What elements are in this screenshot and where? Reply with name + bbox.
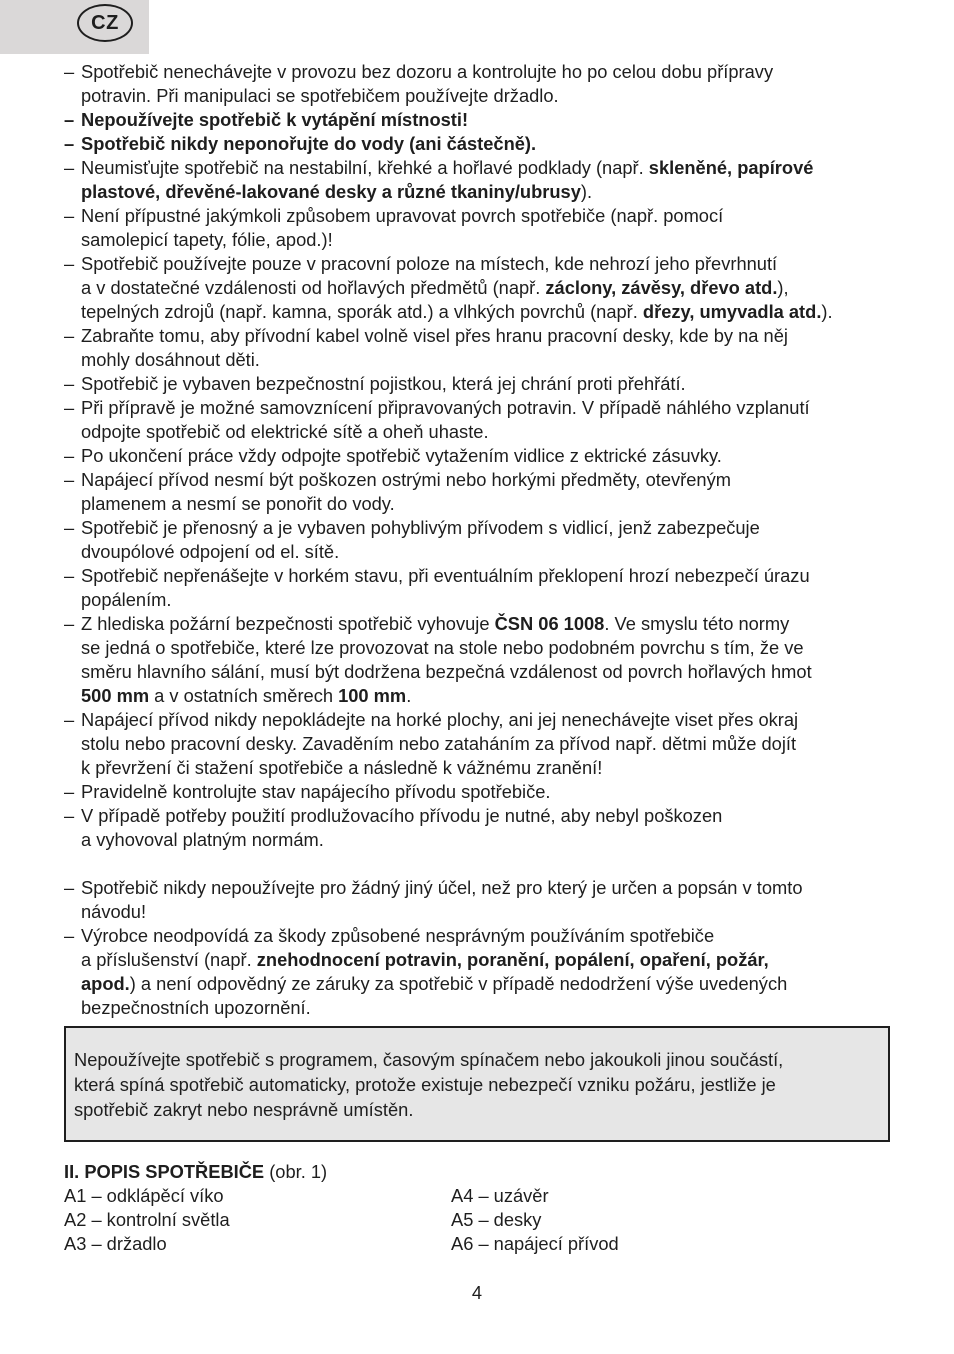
- instruction-line: [81, 156, 908, 180]
- safety-instruction-item: [64, 780, 908, 804]
- instruction-line: [81, 996, 908, 1020]
- instruction-line: [81, 180, 908, 204]
- list-dash: –: [64, 253, 75, 274]
- part-item: A2 – kontrolní světla: [64, 1209, 230, 1230]
- emphasized-text: záclony, závěsy, dřevo atd.: [545, 277, 778, 298]
- instruction-line: [81, 660, 908, 684]
- emphasized-text: znehodnocení potravin, poranění, popálení, opaření, požár,: [256, 949, 769, 970]
- list-dash: –: [64, 133, 75, 154]
- language-badge: CZ: [77, 4, 133, 42]
- instruction-text: a v ostatních směrech: [149, 685, 339, 706]
- instruction-line: [81, 204, 908, 228]
- instruction-line: [81, 876, 908, 900]
- instruction-line: [81, 348, 908, 372]
- instruction-text: Napájecí přívod nesmí být poškozen ostrými nebo horkými předměty, otevřeným: [81, 469, 731, 490]
- instruction-text: dvoupólové odpojení od el. sítě.: [81, 541, 340, 562]
- instruction-line: [81, 684, 908, 708]
- instruction-line: [81, 756, 908, 780]
- safety-instructions-list: [64, 60, 908, 1020]
- warning-line: spotřebič zakryt nebo nesprávně umístěn.: [74, 1099, 414, 1120]
- instruction-text: ) a není odpovědný ze záruky za spotřebič v případě nedodržení výše uvedených: [129, 973, 788, 994]
- list-dash: –: [64, 781, 75, 802]
- instruction-line: [81, 900, 908, 924]
- instruction-text: plamenem a nesmí se ponořit do vody.: [81, 493, 395, 514]
- warning-line: Nepoužívejte spotřebič s programem, časovým spínačem nebo jakoukoli jinou součástí,: [74, 1049, 784, 1070]
- instruction-line: [81, 396, 908, 420]
- section-title: II. POPIS SPOTŘEBIČE: [64, 1161, 265, 1182]
- instruction-text: tepelných zdrojů (např. kamna, sporák atd.) a vlhkých povrchů (např.: [81, 301, 643, 322]
- instruction-line: [81, 300, 908, 324]
- instruction-text: bezpečnostních upozornění.: [81, 997, 311, 1018]
- safety-instruction-item: [64, 60, 908, 108]
- instruction-text: Pravidelně kontrolujte stav napájecího přívodu spotřebiče.: [81, 781, 551, 802]
- instruction-line: [81, 972, 908, 996]
- safety-instruction-item: [64, 708, 908, 780]
- instruction-line: [81, 780, 908, 804]
- instruction-line: [81, 132, 908, 156]
- instruction-text: Spotřebič je přenosný a je vybaven pohyblivým přívodem s vidlicí, jenž zabezpečuje: [81, 517, 760, 538]
- list-dash: –: [64, 397, 75, 418]
- part-item: A3 – držadlo: [64, 1233, 167, 1254]
- instruction-text: ).: [821, 301, 833, 322]
- instruction-text: ).: [580, 181, 593, 202]
- emphasized-text: dřezy, umyvadla atd.: [642, 301, 822, 322]
- instruction-line: [81, 636, 908, 660]
- instruction-text: popálením.: [81, 589, 172, 610]
- safety-instruction-item: [64, 564, 908, 612]
- list-dash: –: [64, 565, 75, 586]
- instruction-text: návodu!: [81, 901, 147, 922]
- list-dash: –: [64, 157, 75, 178]
- emphasized-text: apod.: [81, 973, 130, 994]
- instruction-line: [81, 516, 908, 540]
- list-dash: –: [64, 109, 75, 130]
- instruction-line: [81, 924, 908, 948]
- list-dash: –: [64, 805, 75, 826]
- instruction-text: Po ukončení práce vždy odpojte spotřebič vytažením vidlice z ektrické zásuvky.: [81, 445, 722, 466]
- instruction-line: [81, 492, 908, 516]
- emphasized-text: 500 mm: [81, 685, 150, 706]
- instruction-text: .: [406, 685, 412, 706]
- safety-instruction-item: [64, 516, 908, 564]
- list-dash: –: [64, 517, 75, 538]
- instruction-text: ),: [777, 277, 789, 298]
- part-item: A6 – napájecí přívod: [451, 1233, 619, 1254]
- instruction-text: V případě potřeby použití prodlužovacího přívodu je nutné, aby nebyl poškozen: [81, 805, 723, 826]
- instruction-text: Zabraňte tomu, aby přívodní kabel volně visel přes hranu pracovní desky, kde by na něj: [81, 325, 788, 346]
- instruction-text: Spotřebič nenechávejte v provozu bez dozoru a kontrolujte ho po celou dobu přípravy: [81, 61, 774, 82]
- instruction-text: Neumisťujte spotřebič na nestabilní, křehké a hořlavé podklady (např.: [81, 157, 649, 178]
- list-dash: –: [64, 61, 75, 82]
- instruction-line: [81, 372, 908, 396]
- list-dash: –: [64, 925, 75, 946]
- safety-instruction-item: [64, 924, 908, 1020]
- instruction-text: Spotřebič používejte pouze v pracovní poloze na místech, kde nehrozí jeho převrhnutí: [81, 253, 778, 274]
- instruction-line: [81, 804, 908, 828]
- page-number: 4: [471, 1282, 483, 1303]
- list-dash: –: [64, 445, 75, 466]
- instruction-line: [81, 828, 908, 852]
- language-tab: [0, 0, 149, 54]
- safety-instruction-item: [64, 804, 908, 852]
- safety-instruction-item: [64, 612, 908, 708]
- instruction-text: Z hlediska požární bezpečnosti spotřebič vyhovuje: [81, 613, 495, 634]
- list-dash: –: [64, 373, 75, 394]
- instruction-line: [81, 444, 908, 468]
- instruction-line: [81, 276, 908, 300]
- instruction-text: Při přípravě je možné samovznícení připravovaných potravin. V případě náhlého vzplanutí: [81, 397, 810, 418]
- safety-instruction-item: [64, 132, 908, 156]
- instruction-text: potravin. Při manipulaci se spotřebičem používejte držadlo.: [81, 85, 559, 106]
- instruction-text: Není přípustné jakýmkoli způsobem upravovat povrch spotřebiče (např. pomocí: [81, 205, 724, 226]
- section-heading: [64, 1160, 904, 1184]
- instruction-text: Výrobce neodpovídá za škody způsobené nesprávným používáním spotřebiče: [81, 925, 715, 946]
- instruction-line: [81, 732, 908, 756]
- instruction-text: směru hlavního sálání, musí být dodržena bezpečná vzdálenost od povrch hořlavých hmot: [81, 661, 812, 682]
- emphasized-text: plastové, dřevěné-lakované desky a různé tkaniny/ubrusy: [81, 181, 581, 202]
- instruction-text: se jedná o spotřebiče, které lze provozovat na stole nebo podobném povrchu s tím, že ve: [81, 637, 804, 658]
- emphasized-text: 100 mm: [338, 685, 407, 706]
- instruction-line: [81, 540, 908, 564]
- instruction-text: . Ve smyslu této normy: [604, 613, 790, 634]
- safety-instruction-item: [64, 468, 908, 516]
- instruction-text: Nepoužívejte spotřebič k vytápění místnosti!: [81, 109, 469, 130]
- instruction-text: a v dostatečné vzdálenosti od hořlavých předmětů (např.: [81, 277, 546, 298]
- instruction-line: [81, 948, 908, 972]
- safety-instruction-item: [64, 372, 908, 396]
- list-dash: –: [64, 469, 75, 490]
- section-figure-ref: (obr. 1): [269, 1161, 328, 1182]
- warning-line: která spíná spotřebič automaticky, protože existuje nebezpečí vzniku požáru, jestliže je: [74, 1074, 776, 1095]
- instruction-text: mohly dosáhnout děti.: [81, 349, 260, 370]
- emphasized-text: ČSN 06 1008: [494, 613, 605, 634]
- instruction-line: [81, 708, 908, 732]
- appliance-description-section: [64, 1160, 904, 1256]
- instruction-line: [81, 84, 908, 108]
- instruction-text: samolepicí tapety, fólie, apod.)!: [81, 229, 333, 250]
- safety-instruction-item: [64, 108, 908, 132]
- emphasized-text: skleněné, papírové: [648, 157, 814, 178]
- part-item: A4 – uzávěr: [451, 1185, 549, 1206]
- instruction-text: odpojte spotřebič od elektrické sítě a oheň uhaste.: [81, 421, 489, 442]
- safety-instruction-item: [64, 396, 908, 444]
- instruction-line: [81, 228, 908, 252]
- list-dash: –: [64, 877, 75, 898]
- instruction-text: Spotřebič nikdy neponořujte do vody (ani částečně).: [81, 133, 537, 154]
- instruction-line: [81, 252, 908, 276]
- safety-instruction-item: [64, 876, 908, 924]
- instruction-text: Napájecí přívod nikdy nepokládejte na horké plochy, ani jej nenechávejte viset přes okraj: [81, 709, 799, 730]
- list-dash: –: [64, 709, 75, 730]
- safety-instruction-item: [64, 252, 908, 324]
- instruction-line: [81, 324, 908, 348]
- instruction-line: [81, 420, 908, 444]
- instruction-text: Spotřebič nikdy nepoužívejte pro žádný jiný účel, než pro který je určen a popsán v tomto: [81, 877, 803, 898]
- part-item: A5 – desky: [451, 1209, 542, 1230]
- instruction-line: [81, 564, 908, 588]
- instruction-text: a vyhovoval platným normám.: [81, 829, 324, 850]
- safety-instruction-item: [64, 444, 908, 468]
- instruction-text: a příslušenství (např.: [81, 949, 257, 970]
- parts-list: [64, 1184, 904, 1256]
- instruction-line: [81, 108, 908, 132]
- instruction-text: stolu nebo pracovní desky. Zavaděním nebo zataháním za přívod např. dětmi může dojít: [81, 733, 797, 754]
- instruction-line: [81, 588, 908, 612]
- safety-instruction-item: [64, 324, 908, 372]
- instruction-line: [81, 60, 908, 84]
- instruction-text: k převržení či stažení spotřebiče a následně k vážnému zranění!: [81, 757, 603, 778]
- safety-instruction-item: [64, 156, 908, 204]
- part-item: A1 – odklápěcí víko: [64, 1185, 224, 1206]
- list-dash: –: [64, 325, 75, 346]
- safety-instruction-item: [64, 204, 908, 252]
- instruction-line: [81, 468, 908, 492]
- list-dash: –: [64, 613, 75, 634]
- instruction-text: Spotřebič nepřenášejte v horkém stavu, při eventuálním překlopení hrozí nebezpečí úrazu: [81, 565, 810, 586]
- instruction-line: [81, 612, 908, 636]
- instruction-text: Spotřebič je vybaven bezpečnostní pojistkou, která jej chrání proti přehřátí.: [81, 373, 686, 394]
- list-dash: –: [64, 205, 75, 226]
- fire-warning-box: [64, 1026, 890, 1142]
- list-spacer: [64, 852, 908, 876]
